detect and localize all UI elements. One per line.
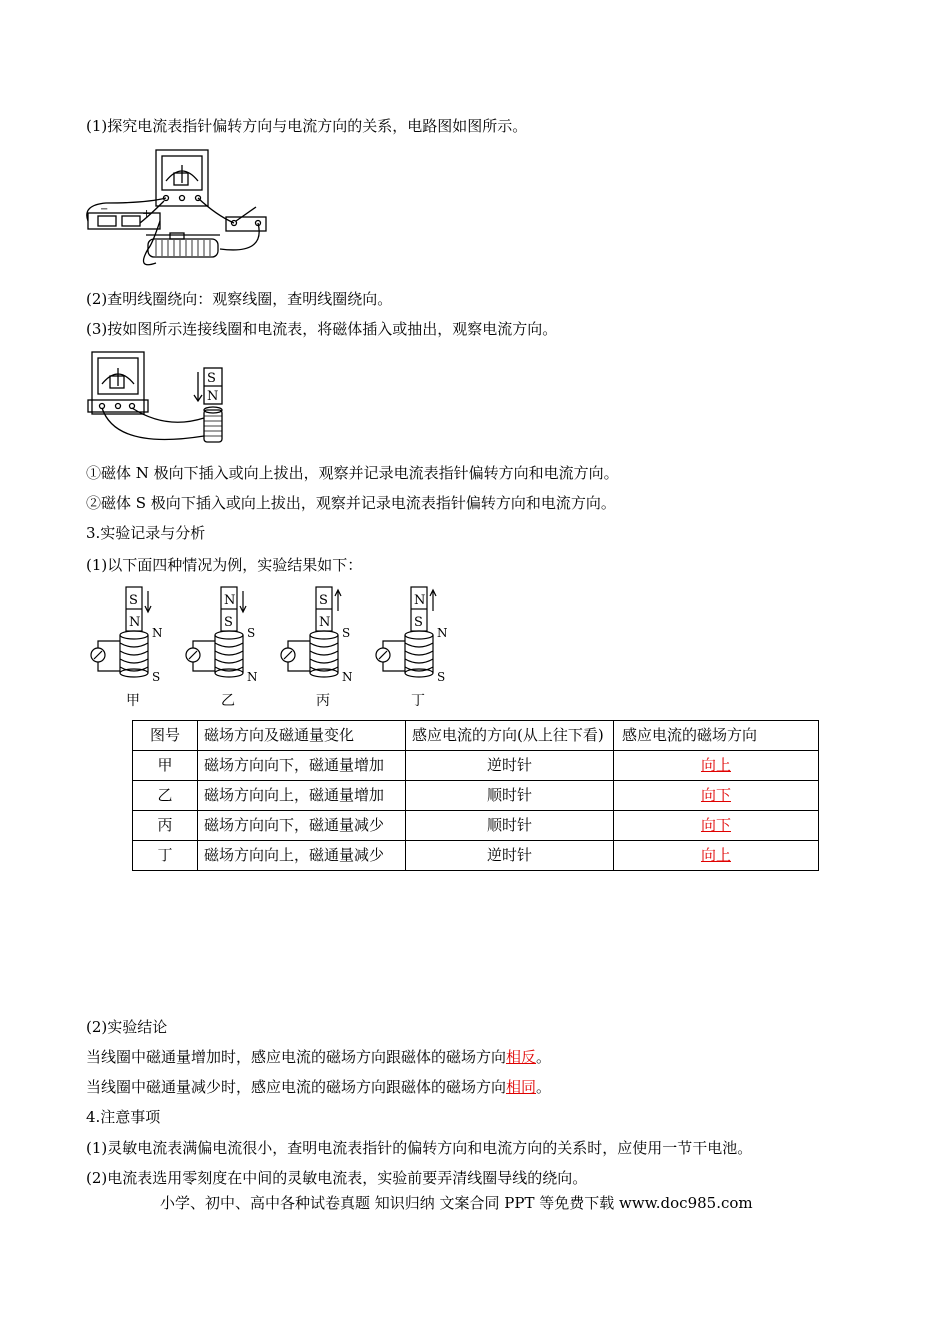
coil-bottom	[120, 669, 148, 677]
paragraph-step1: (1)探究电流表指针偏转方向与电流方向的关系，电路图如图所示。	[86, 117, 528, 135]
table-row	[133, 751, 819, 781]
coil-bottom	[215, 669, 243, 677]
coil-winding	[215, 651, 243, 655]
lead-wire	[288, 662, 310, 671]
coil-top	[215, 631, 243, 639]
coil-pole-label: S	[152, 670, 161, 684]
galvanometer-needle	[94, 651, 102, 659]
magnet-pole-label: S	[129, 593, 138, 608]
coil-winding	[120, 643, 148, 647]
figure-caption: 乙	[221, 693, 235, 709]
coil-pole-label: S	[342, 626, 351, 640]
paragraph-note-2: (2)电流表选用零刻度在中间的灵敏电流表，实验前要弄清线圈导线的绕向。	[86, 1169, 588, 1187]
lead-wire	[193, 662, 215, 671]
magnet-pole-label: N	[319, 615, 331, 630]
table-cell: 磁场方向向上，磁通量减少	[198, 841, 406, 871]
coil-pole-label: S	[247, 626, 256, 640]
svg-text:−: −	[100, 204, 109, 215]
figure-caption: 丁	[411, 693, 425, 709]
table-header-cell: 感应电流的磁场方向	[614, 721, 819, 751]
coil-pole-label: N	[342, 670, 353, 684]
table-cell: 乙	[133, 781, 198, 811]
galvanometer-needle	[284, 651, 292, 659]
table-header-row	[133, 721, 819, 751]
coil-pole-label: S	[437, 670, 446, 684]
magnet-pole-label: N	[224, 593, 236, 608]
magnet-pole-label: S	[224, 615, 233, 630]
coil-pole-label: N	[247, 670, 258, 684]
table-cell: 磁场方向向下，磁通量减少	[198, 811, 406, 841]
coil-winding	[405, 659, 433, 663]
lead-wire	[98, 662, 120, 671]
coil-winding	[310, 643, 338, 647]
answer-text: 向下	[700, 786, 731, 804]
table-cell: 顺时针	[406, 811, 614, 841]
page-footer: 小学、初中、高中各种试卷真题 知识归纳 文案合同 PPT 等免费下载 www.doc985.com	[160, 1194, 753, 1212]
table-cell: 磁场方向向下，磁通量增加	[198, 751, 406, 781]
galvanometer-needle	[189, 651, 197, 659]
coil-winding	[215, 643, 243, 647]
coil-winding	[120, 659, 148, 663]
paragraph-intro: (1)以下面四种情况为例，实验结果如下：	[86, 556, 363, 574]
table-cell: 顺时针	[406, 781, 614, 811]
coil-winding	[310, 659, 338, 663]
paragraph-step3: (3)按如图所示连接线圈和电流表，将磁体插入或抽出，观察电流方向。	[86, 320, 558, 338]
table-row	[133, 781, 819, 811]
table-cell: 丁	[133, 841, 198, 871]
coil-winding	[120, 651, 148, 655]
answer-text: 向上	[700, 846, 731, 864]
magnet-bottom-label: N	[207, 389, 219, 404]
table-cell: 甲	[133, 751, 198, 781]
lead-wire	[383, 641, 405, 648]
coil-top	[310, 631, 338, 639]
coil-bottom	[405, 669, 433, 677]
section-heading-3: 3.实验记录与分析	[86, 524, 206, 542]
magnet-pole-label: N	[414, 593, 426, 608]
table-header-cell: 磁场方向及磁通量变化	[198, 721, 406, 751]
table-row	[133, 841, 819, 871]
coil-top	[120, 631, 148, 639]
table-cell: 丙	[133, 811, 198, 841]
galvanometer-coil-diagram	[86, 350, 246, 450]
coil-winding	[405, 643, 433, 647]
paragraph-note-1: (1)灵敏电流表满偏电流很小，查明电流表指针的偏转方向和电流方向的关系时，应使用一节干电池。	[86, 1139, 753, 1157]
lead-wire	[383, 662, 405, 671]
paragraph-conclusion-title: (2)实验结论	[86, 1018, 168, 1036]
magnet-pole-label: S	[414, 615, 423, 630]
table-cell: 逆时针	[406, 751, 614, 781]
lead-wire	[288, 641, 310, 648]
coil-figures	[86, 585, 466, 715]
galvanometer-needle	[379, 651, 387, 659]
paragraph-case1: ①磁体 N 极向下插入或向上拔出，观察并记录电流表指针偏转方向和电流方向。	[86, 464, 619, 482]
svg-text:+: +	[142, 207, 152, 220]
magnet-top-label: S	[207, 371, 216, 386]
paragraph-conclusion-1: 当线圈中磁通量增加时，感应电流的磁场方向跟磁体的磁场方向相反。	[86, 1048, 552, 1066]
answer-text: 相同	[506, 1078, 537, 1096]
section-heading-4: 4.注意事项	[86, 1108, 161, 1126]
table-row	[133, 811, 819, 841]
magnet-pole-label: N	[129, 615, 141, 630]
figure-caption: 丙	[316, 693, 330, 709]
coil-pole-label: N	[152, 626, 163, 640]
paragraph-step2: (2)查明线圈绕向：观察线圈，查明线圈绕向。	[86, 290, 393, 308]
lead-wire	[193, 641, 215, 648]
results-table	[132, 720, 819, 871]
figure-caption: 甲	[126, 693, 140, 709]
coil-winding	[310, 651, 338, 655]
answer-text: 向上	[700, 756, 731, 774]
lead-wire	[98, 641, 120, 648]
coil-pole-label: N	[437, 626, 448, 640]
table-cell: 逆时针	[406, 841, 614, 871]
coil-winding	[215, 659, 243, 663]
table-cell: 磁场方向向上，磁通量增加	[198, 781, 406, 811]
coil-winding	[405, 651, 433, 655]
magnet-pole-label: S	[319, 593, 328, 608]
coil-top	[405, 631, 433, 639]
paragraph-conclusion-2: 当线圈中磁通量减少时，感应电流的磁场方向跟磁体的磁场方向相同。	[86, 1078, 552, 1096]
answer-text: 向下	[700, 816, 731, 834]
answer-text: 相反	[506, 1048, 537, 1066]
table-header-cell: 图号	[133, 721, 198, 751]
table-header-cell: 感应电流的方向(从上往下看)	[406, 721, 614, 751]
circuit-diagram	[86, 145, 286, 280]
paragraph-case2: ②磁体 S 极向下插入或向上拔出，观察并记录电流表指针偏转方向和电流方向。	[86, 494, 616, 512]
coil-bottom	[310, 669, 338, 677]
